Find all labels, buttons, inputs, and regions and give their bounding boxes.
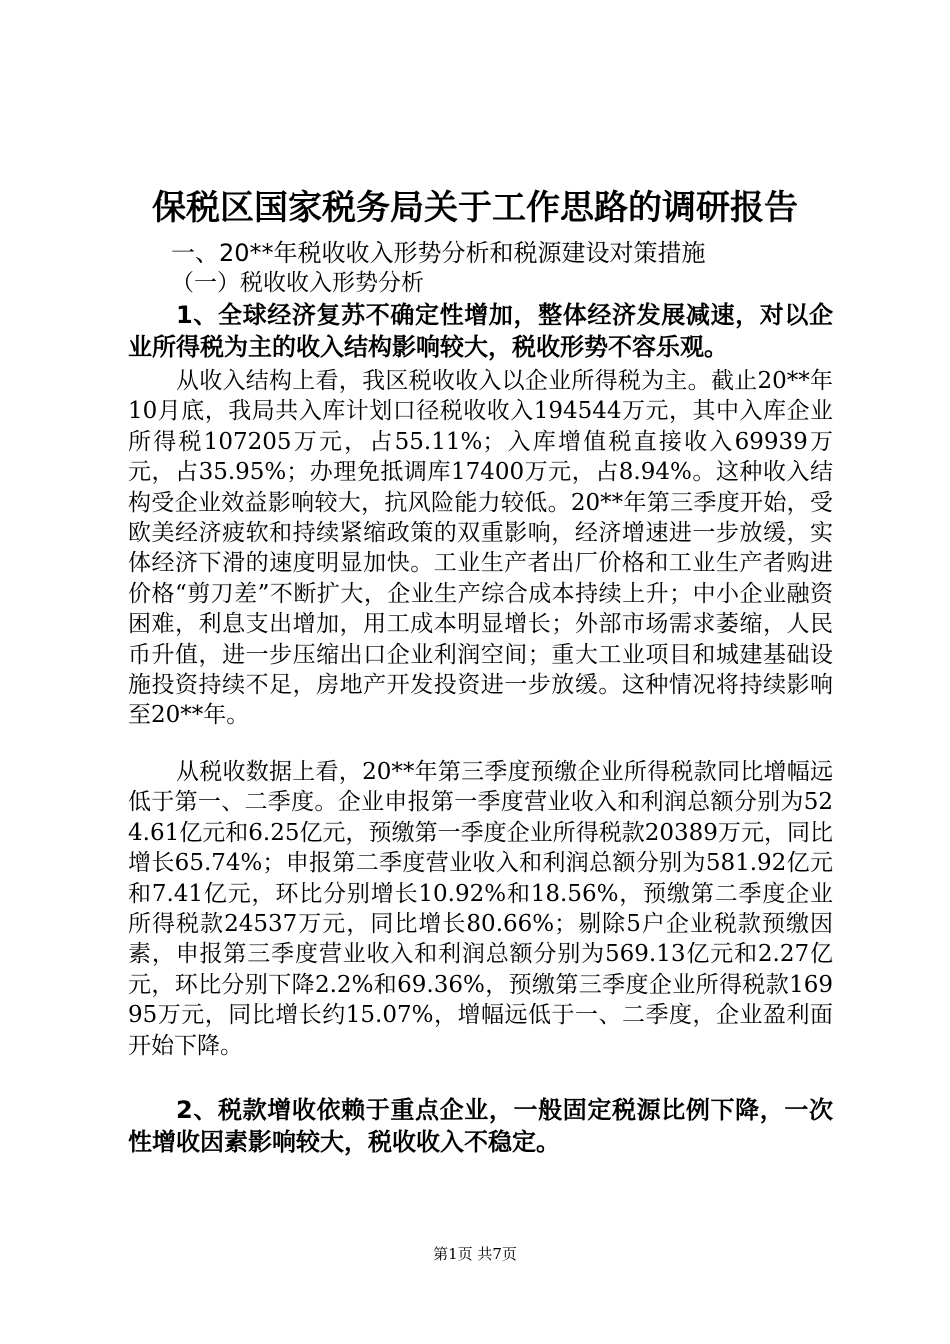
paragraph-point-2: 2、税款增收依赖于重点企业，一般固定税源比例下降，一次性增收因素影响较大，税收收入不稳定。 <box>128 1096 833 1156</box>
document-title: 保税区国家税务局关于工作思路的调研报告 <box>152 188 798 228</box>
section-heading: 一、20**年税收收入形势分析和税源建设对策措施 <box>171 239 706 267</box>
page-indicator: 第1页 共7页 <box>433 1245 517 1263</box>
paragraph-income-structure: 从收入结构上看，我区税收收入以企业所得税为主。截止20**年10月底，我局共入库计划口径税收收入194544万元，其中入库企业所得税107205万元，占55.11%；入库增值税直接收入69939万元，占35.95%；办理免抵调库17400万元，占8.94%。这种收入结构受企业效益影响较大，抗风险能力较低。20**年第三季度开始，受欧美经济疲软和持续紧缩政策的双重影响，经济增速进一步放缓，实体经济下滑的速度明显加快。工业生产者出厂价格和工业生产者购进价格“剪刀差”不断扩大，企业生产综合成本持续上升；中小企业融资困难，利息支出增加，用工成本明显增长；外部市场需求萎缩，人民币升值，进一步压缩出口企业利润空间；重大工业项目和城建基础设施投资持续不足，房地产开发投资进一步放缓。这种情况将持续影响至20**年。 <box>128 368 833 729</box>
paragraph-tax-data: 从税收数据上看，20**年第三季度预缴企业所得税款同比增幅远低于第一、二季度。企业申报第一季度营业收入和利润总额分别为524.61亿元和6.25亿元，预缴第一季度企业所得税款20389万元，同比增长65.74%；申报第二季度营业收入和利润总额分别为581.92亿元和7.41亿元，环比分别增长10.92%和18.56%，预缴第二季度企业所得税款24537万元，同比增长80.66%；剔除5户企业税款预缴因素，申报第三季度营业收入和利润总额分别为569.13亿元和2.27亿元，环比分别下降2.2%和69.36%，预缴第三季度企业所得税款16995万元，同比增长约15.07%，增幅远低于一、二季度，企业盈利面开始下降。 <box>128 759 833 1059</box>
subsection-heading: （一）税收收入形势分析 <box>171 270 424 296</box>
paragraph-point-1: 1、全球经济复苏不确定性增加，整体经济发展减速，对以企业所得税为主的收入结构影响较大，税收形势不容乐观。 <box>128 301 833 361</box>
